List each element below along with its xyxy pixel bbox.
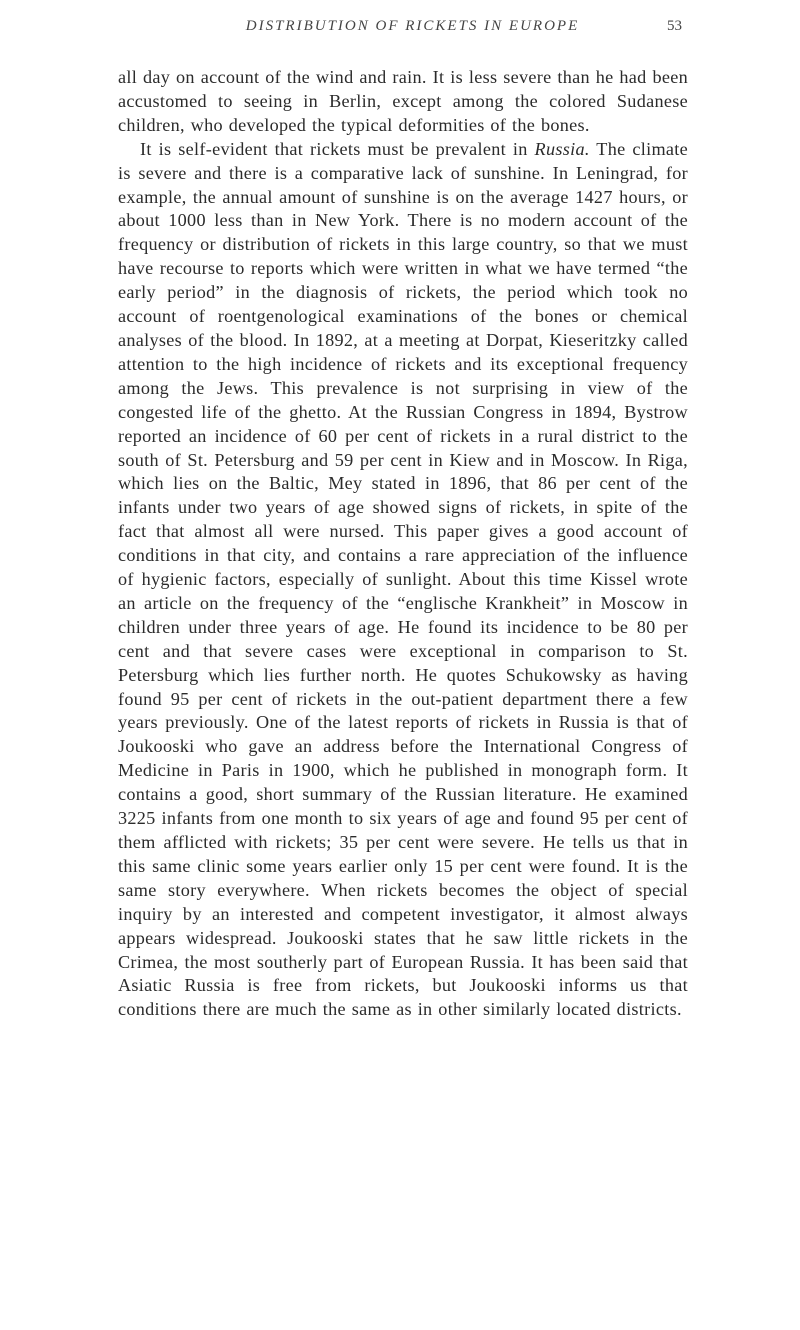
running-title: DISTRIBUTION OF RICKETS IN EUROPE	[245, 18, 580, 34]
paragraph-russia-body: The climate is severe and there is a comparative lack of sunshine. In Leningrad, for example, the annual amount of sunshine is on the average 1427 hours, or about 1000 less than in New York. There is no modern account of the frequency or distribution of rickets in this large country, so that we must have recourse to reports which were written in what we have termed “the early period” in the diagnosis of rickets, the period which took no account of roentgenological examinations of the bones or chemical analyses of the blood. In 1892, at a meeting at Dorpat, Kieseritzky called attention to the high incidence of rickets and its exceptional frequency among the Jews. This prevalence is not surprising in view of the congested life of the ghetto. At the Russian Congress in 1894, Bystrow reported an incidence of 60 per cent of rickets in a rural district to the south of St. Petersburg and 59 per cent in Kiew and in Moscow. In Riga, which lies on the Baltic, Mey stated in 1896, that 86 per cent of the infants under two years of age showed signs of rickets, in spite of the fact that almost all were nursed. This paper gives a good account of conditions in that city, and contains a rare appreciation of the influence of hygienic factors, especially of sunlight. About this time Kissel wrote an article on the frequency of the “englische Krankheit” in Moscow in children under three years of age. He found its incidence to be 80 per cent and that severe cases were exceptional in comparison to St. Petersburg which lies further north. He quotes Schukowsky as having found 95 per cent of rickets in the out-patient department there a few years previously. One of the latest reports of rickets in Russia is that of Joukooski who gave an address before the International Congress of Medicine in Paris in 1900, which he published in monograph form. It contains a good, short summary of the Russian literature. He examined 3225 infants from one month to six years of age and found 95 per cent of them afflicted with rickets; 35 per cent were severe. He tells us that in this same clinic some years earlier only 15 per cent were found. It is the same story everywhere. When rickets becomes the object of special inquiry by an interested and competent investigator, it almost always appears widespread. Joukooski states that he saw little rickets in the Crimea, the most southerly part of European Russia. It has been said that Asiatic Russia is free from rickets, but Joukooski informs us that conditions there are much the same as in other similarly located districts.	[118, 138, 688, 1020]
paragraph-russia	[118, 138, 688, 1023]
body-text	[118, 66, 688, 1022]
running-head	[118, 18, 682, 42]
paragraph-russia-lead: It is self-evident that rickets must be prevalent in	[140, 138, 535, 159]
paragraph-continued: all day on account of the wind and rain. It is less severe than he had been accustomed to seeing in Berlin, except among the colored Sudanese children, who developed the typical deformities of the bones.	[118, 67, 688, 135]
emphasized-country: Russia.	[534, 138, 590, 159]
page-number: 53	[667, 18, 682, 34]
